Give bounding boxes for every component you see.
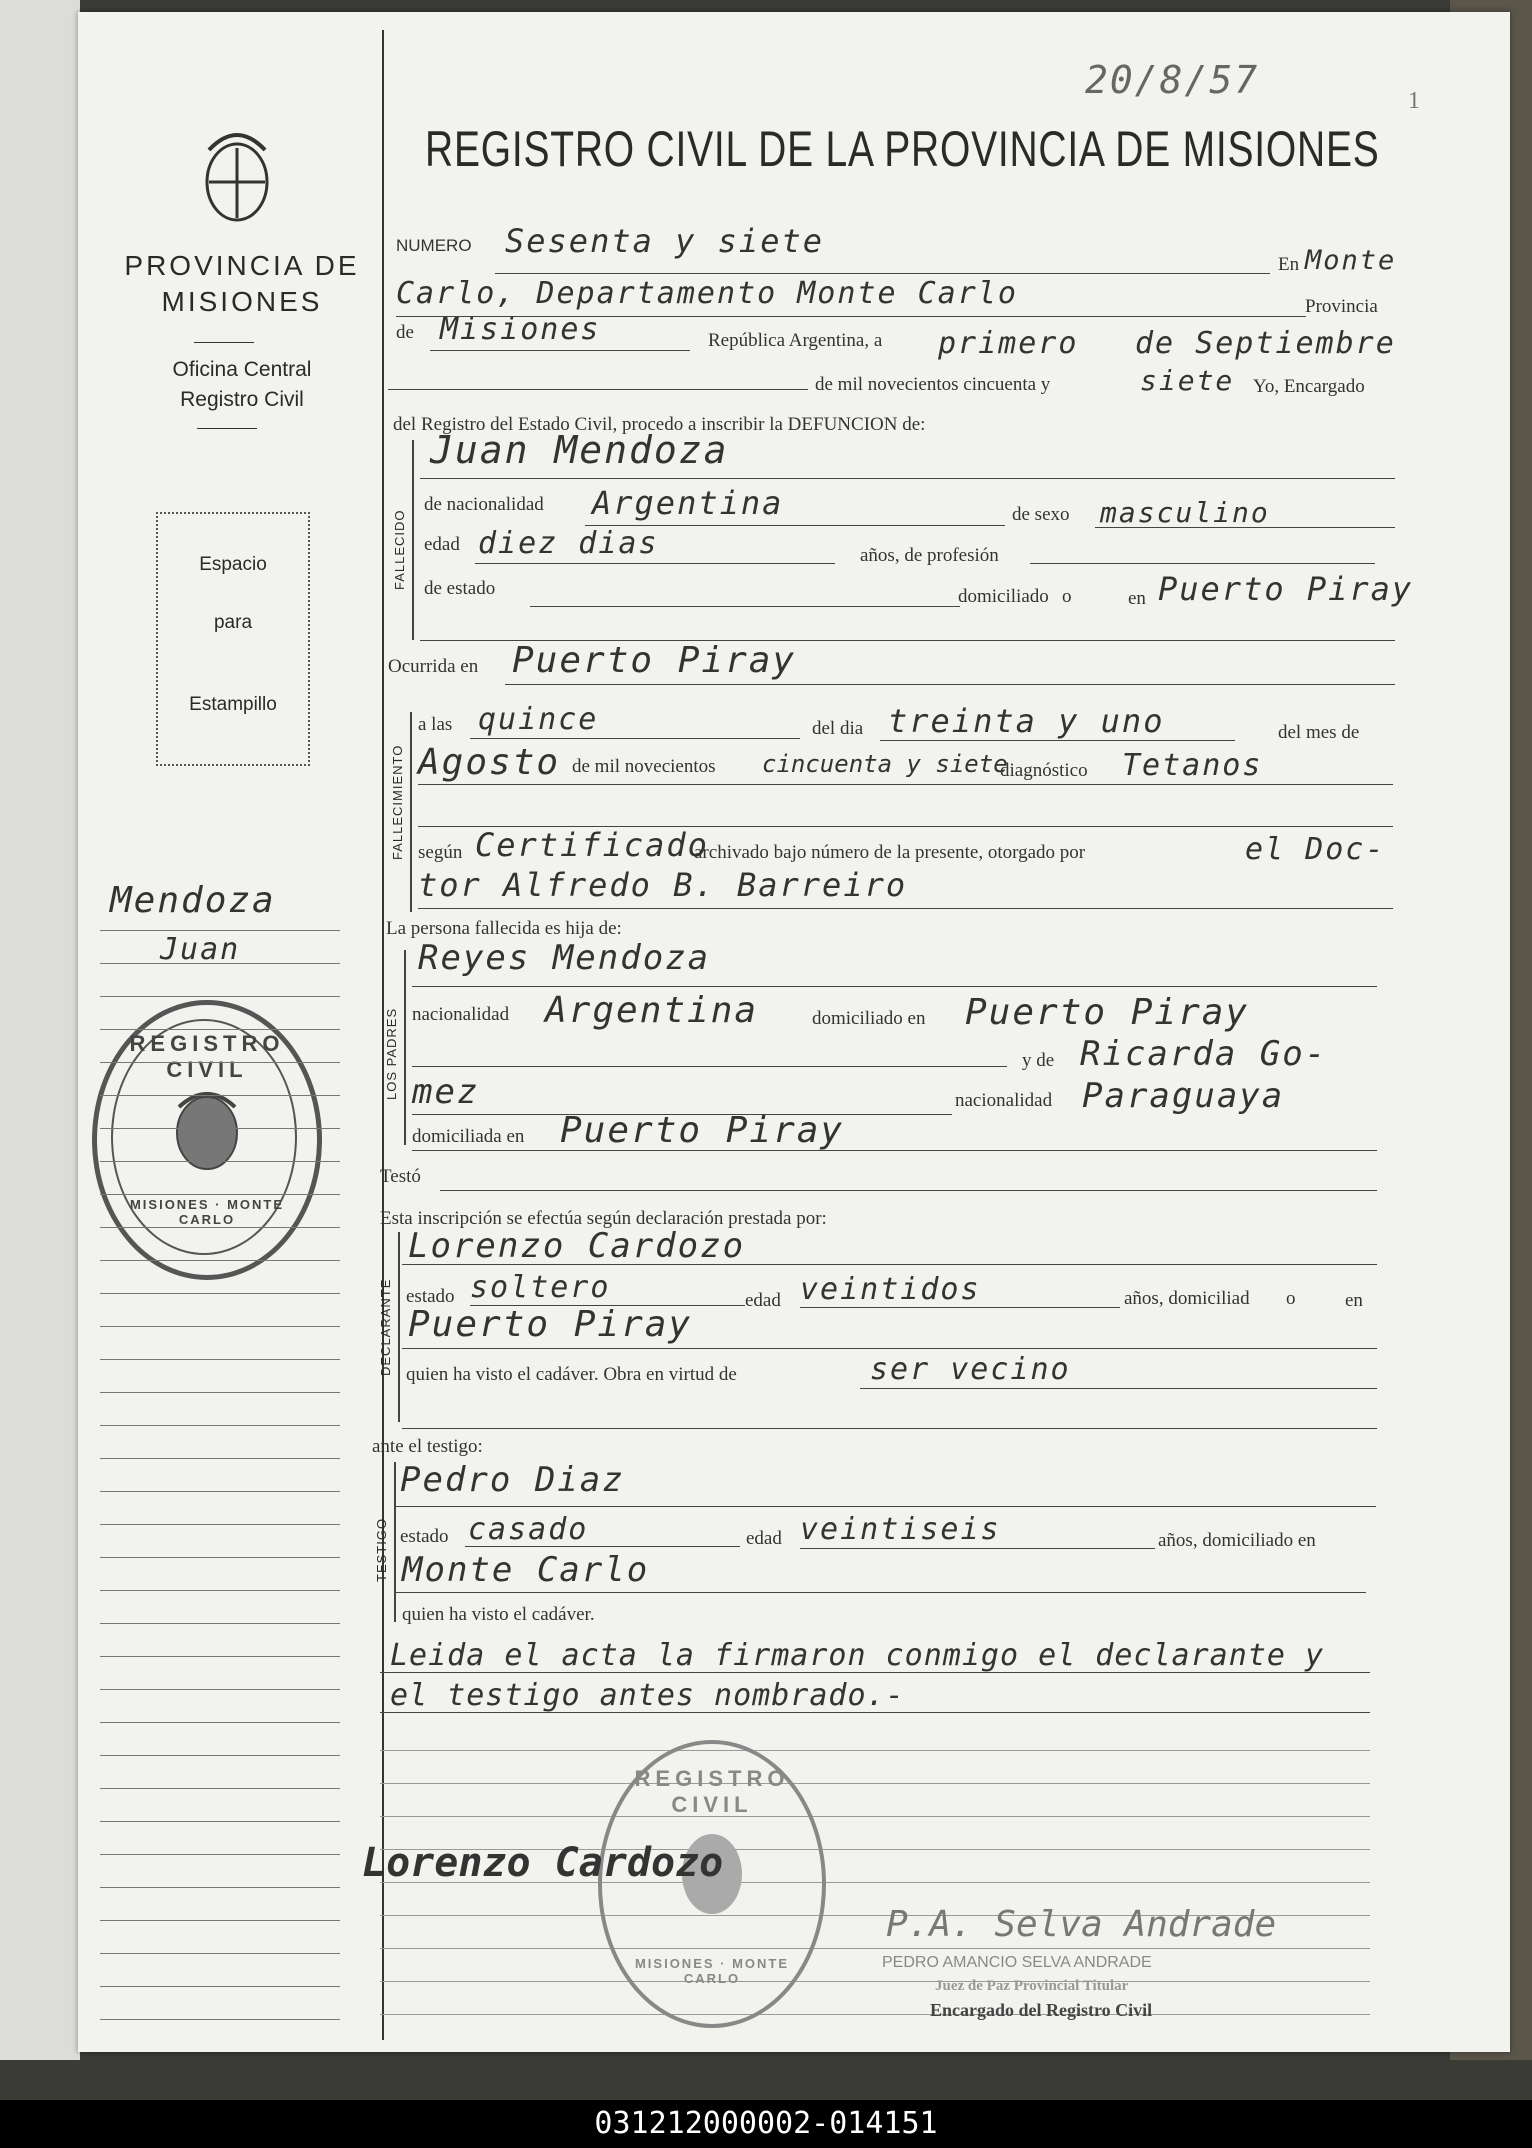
label-nacionalidad-padre: nacionalidad [412, 1004, 510, 1025]
label-segun: según [418, 842, 463, 863]
value-declarante-obra: ser vecino [870, 1352, 1071, 1387]
rule [396, 1592, 1366, 1593]
stamp-box [156, 512, 310, 766]
label-yo: Yo, Encargado [1253, 376, 1365, 397]
label-en: En [1278, 254, 1300, 275]
label-inscribir: del Registro del Estado Civil, procedo a inscribir la DEFUNCION de: [393, 414, 926, 435]
value-testigo: Pedro Diaz [400, 1460, 625, 1500]
rule [1095, 527, 1395, 528]
value-ano: siete [1140, 364, 1235, 397]
rule [402, 1348, 1377, 1349]
margin-rule [100, 1491, 340, 1492]
value-numero: Sesenta y siete [505, 222, 824, 260]
label-archivado: archivado bajo número de la presente, otorgado por [694, 842, 1086, 863]
section-bracket [412, 440, 414, 640]
margin-rule [100, 1920, 340, 1921]
value-madre-2: mez [412, 1072, 480, 1112]
signature-rule [380, 1750, 1370, 1751]
rule [465, 1546, 740, 1547]
value-testigo-edad: veintiseis [800, 1512, 1001, 1547]
section-label-testigo: TESTIGO [374, 1517, 389, 1582]
signature-rule [380, 2014, 1370, 2015]
margin-rule [100, 1062, 340, 1063]
date-note: 20/8/57 [1085, 58, 1260, 102]
value-madre-1: Ricarda Go- [1080, 1034, 1328, 1074]
value-padre-domicilio: Puerto Piray [965, 992, 1250, 1033]
section-label-declarante: DECLARANTE [378, 1278, 393, 1376]
section-label-fallecido: FALLECIDO [392, 509, 407, 590]
stamp-box-label: Espacio [199, 554, 267, 575]
label-de: de [396, 322, 414, 343]
label-de-mil: de mil novecientos cincuenta y [815, 374, 1051, 395]
value-doctor-2: tor Alfredo B. Barreiro [418, 866, 908, 904]
value-en-1: Monte [1305, 245, 1397, 276]
label-ocurrida: Ocurrida en [388, 656, 479, 677]
margin-rule [100, 1656, 340, 1657]
value-declarante-domicilio: Puerto Piray [408, 1304, 693, 1345]
label-mil-novecientos: de mil novecientos [572, 756, 716, 777]
label-quien-obra: quien ha visto el cadáver. Obra en virtud de [406, 1364, 737, 1385]
label-testo: Testó [380, 1166, 421, 1187]
rule [440, 1190, 1377, 1191]
label-del-dia: del dia [812, 718, 864, 739]
province-name: PROVINCIA DE MISIONES [124, 250, 360, 317]
label-hija: La persona fallecida es hija de: [386, 918, 622, 939]
value-mes: de Septiembre [1135, 326, 1396, 361]
margin-rule [100, 963, 340, 964]
section-label-padres: LOS PADRES [384, 1007, 399, 1100]
rule [880, 740, 1235, 741]
closing-note-1: Leida el acta la firmaron conmigo el declarante y [390, 1638, 1325, 1673]
value-sexo: masculino [1100, 496, 1270, 529]
divider [197, 428, 257, 429]
label-domiciliado-en: domiciliado en [812, 1008, 926, 1029]
label-y-de: y de [1022, 1050, 1055, 1071]
seal-text-bottom: MISIONES · MONTE CARLO [129, 1197, 285, 1227]
closing-note-2: el testigo antes nombrado.- [390, 1678, 905, 1713]
label-nacionalidad: de nacionalidad [424, 494, 544, 515]
value-nombre: Juan Mendoza [430, 428, 729, 472]
value-domiciliado: o [1062, 586, 1072, 607]
margin-rule [100, 1953, 340, 1954]
label-estado: de estado [424, 578, 496, 599]
margin-rule [100, 1524, 340, 1525]
margin-rule [100, 1590, 340, 1591]
signature-seal-text-top: REGISTRO CIVIL [634, 1766, 790, 1817]
rule [412, 986, 1377, 987]
margin-rule [100, 1359, 340, 1360]
label-anos-domiciliado: años, domiciliado en [1158, 1530, 1316, 1551]
value-domicilio: Puerto Piray [1158, 570, 1414, 608]
margin-rule [100, 1227, 340, 1228]
label-edad: edad [424, 534, 460, 555]
label-diagnostico: diagnóstico [1000, 760, 1088, 781]
label-ante-testigo: ante el testigo: [372, 1436, 483, 1457]
rule [396, 1506, 1376, 1507]
rule [402, 1264, 1377, 1265]
label-nacionalidad-madre: nacionalidad [955, 1090, 1053, 1111]
rule [800, 1307, 1120, 1308]
label-en-declarante: en [1345, 1290, 1363, 1311]
margin-rule [100, 1029, 340, 1030]
rule [495, 273, 1270, 274]
value-ano-fallecimiento: cincuenta y siete [762, 750, 1008, 778]
value-madre-domicilio: Puerto Piray [560, 1110, 845, 1151]
margin-rule [100, 1788, 340, 1789]
value-mes-fallecimiento: Agosto [418, 742, 561, 783]
rule [430, 350, 690, 351]
value-declarante-domiciliad: o [1286, 1288, 1296, 1309]
rule [1030, 563, 1375, 564]
margin-rule [100, 1260, 340, 1261]
rule [418, 784, 1393, 785]
encargado-title: Juez de Paz Provincial Titular [935, 1978, 1129, 1994]
value-madre-nacionalidad: Paraguaya [1082, 1076, 1285, 1116]
margin-rule [100, 1986, 340, 1987]
label-edad-declarante: edad [745, 1290, 781, 1311]
left-page-edge [0, 0, 80, 2060]
rule [470, 738, 800, 739]
value-dia: primero [938, 326, 1079, 361]
margin-rule [100, 1194, 340, 1195]
encargado-name: PEDRO AMANCIO SELVA ANDRADE [882, 1954, 1152, 1971]
encargado-signature: P.A. Selva Andrade [886, 1904, 1277, 1945]
signature-rule [380, 1948, 1370, 1949]
value-hora: quince [478, 702, 599, 737]
signature-rule [380, 1783, 1370, 1784]
label-en: en [1128, 588, 1146, 609]
label-domiciliada-en: domiciliada en [412, 1126, 525, 1147]
value-doctor-1: el Doc- [1245, 832, 1386, 867]
rule [388, 389, 808, 390]
value-declarante-estado: soltero [470, 1270, 611, 1305]
margin-rule [100, 1854, 340, 1855]
signature-rule [380, 1981, 1370, 1982]
section-label-fallecimiento: FALLECIMIENTO [390, 744, 405, 860]
index-surname: Mendoza [110, 880, 276, 921]
rule [412, 1150, 1377, 1151]
value-ocurrida: Puerto Piray [512, 640, 797, 681]
divider [194, 342, 254, 343]
value-padre: Reyes Mendoza [418, 938, 711, 978]
margin-rule [100, 1458, 340, 1459]
rule [530, 606, 960, 607]
margin-rule [100, 1887, 340, 1888]
margin-rule [100, 996, 340, 997]
official-seal [92, 1000, 322, 1280]
label-domiciliado: domiciliado [958, 586, 1049, 607]
margin-rule [100, 1161, 340, 1162]
stamp-box-label: para [213, 612, 253, 633]
value-declarante-edad: veintidos [800, 1272, 981, 1307]
value-declarante: Lorenzo Cardozo [408, 1226, 746, 1266]
value-testigo-domicilio: Monte Carlo [402, 1550, 650, 1590]
margin-rule [100, 1689, 340, 1690]
label-a-las: a las [418, 714, 453, 735]
stamp-box-label: Estampillo [189, 694, 277, 715]
margin-rule [100, 1095, 340, 1096]
label-anos-domiciliad: años, domiciliad [1124, 1288, 1250, 1309]
label-del-mes: del mes de [1278, 722, 1360, 743]
index-given-name: Juan [160, 932, 241, 967]
margin-rule [100, 930, 340, 931]
value-testigo-estado: casado [468, 1512, 589, 1547]
margin-rule [100, 1821, 340, 1822]
sidebar [82, 30, 384, 2040]
office-line-2: Registro Civil [180, 388, 304, 411]
signature-rule [380, 1816, 1370, 1817]
signature-seal-text-bottom: MISIONES · MONTE CARLO [634, 1956, 790, 1986]
label-sexo: de sexo [1012, 504, 1070, 525]
rule [380, 1672, 1370, 1673]
margin-rule [100, 1623, 340, 1624]
margin-rule [100, 1326, 340, 1327]
coat-of-arms-icon [197, 120, 277, 230]
label-anos-profesion: años, de profesión [860, 545, 999, 566]
value-nacionalidad: Argentina [592, 484, 784, 522]
rule [800, 1548, 1155, 1549]
margin-rule [100, 1557, 340, 1558]
margin-rule [100, 1293, 340, 1294]
page-title: REGISTRO CIVIL DE LA PROVINCIA DE MISIONES [425, 121, 1380, 177]
label-estado-declarante: estado [406, 1286, 455, 1307]
rule [420, 478, 1395, 479]
value-padre-nacionalidad: Argentina [545, 990, 759, 1031]
rule [860, 1388, 1377, 1389]
section-bracket [398, 1232, 400, 1422]
rule [418, 908, 1393, 909]
office-line-1: Oficina Central [172, 358, 312, 381]
label-inscripcion: Esta inscripción se efectúa según declaración prestada por: [380, 1208, 827, 1229]
section-bracket [394, 1462, 396, 1622]
label-provincia: Provincia [1305, 296, 1378, 317]
margin-rule [100, 1755, 340, 1756]
declarante-signature: Lorenzo Cardozo [362, 1840, 724, 1886]
value-diagnostico: Tetanos [1122, 748, 1263, 783]
label-estado-testigo: estado [400, 1526, 449, 1547]
margin-rule [100, 1392, 340, 1393]
label-edad-testigo: edad [746, 1528, 782, 1549]
section-bracket [410, 712, 412, 912]
value-edad: diez dias [478, 526, 659, 561]
value-provincia: Misiones [440, 312, 601, 347]
label-numero: NUMERO [396, 236, 472, 255]
rule [380, 1712, 1370, 1713]
label-quien-vio: quien ha visto el cadáver. [402, 1604, 595, 1625]
value-en-2: Carlo, Departamento Monte Carlo [396, 276, 1018, 311]
label-republica: República Argentina, a [708, 330, 883, 351]
margin-rule [100, 2019, 340, 2020]
page-mark: 1 [1408, 88, 1420, 114]
margin-rule [100, 1425, 340, 1426]
section-bracket [404, 950, 406, 1145]
value-segun: Certificado [475, 826, 709, 864]
document-id-strip: 031212000002-014151 [0, 2100, 1532, 2148]
seal-text-top: REGISTRO CIVIL [129, 1031, 285, 1082]
rule [412, 1066, 1007, 1067]
encargado-role: Encargado del Registro Civil [930, 2000, 1153, 2020]
rule [475, 563, 835, 564]
value-dia-fallecimiento: treinta y uno [888, 702, 1165, 740]
rule [402, 1428, 1377, 1429]
rule [505, 684, 1395, 685]
margin-rule [100, 1722, 340, 1723]
margin-rule [100, 1128, 340, 1129]
